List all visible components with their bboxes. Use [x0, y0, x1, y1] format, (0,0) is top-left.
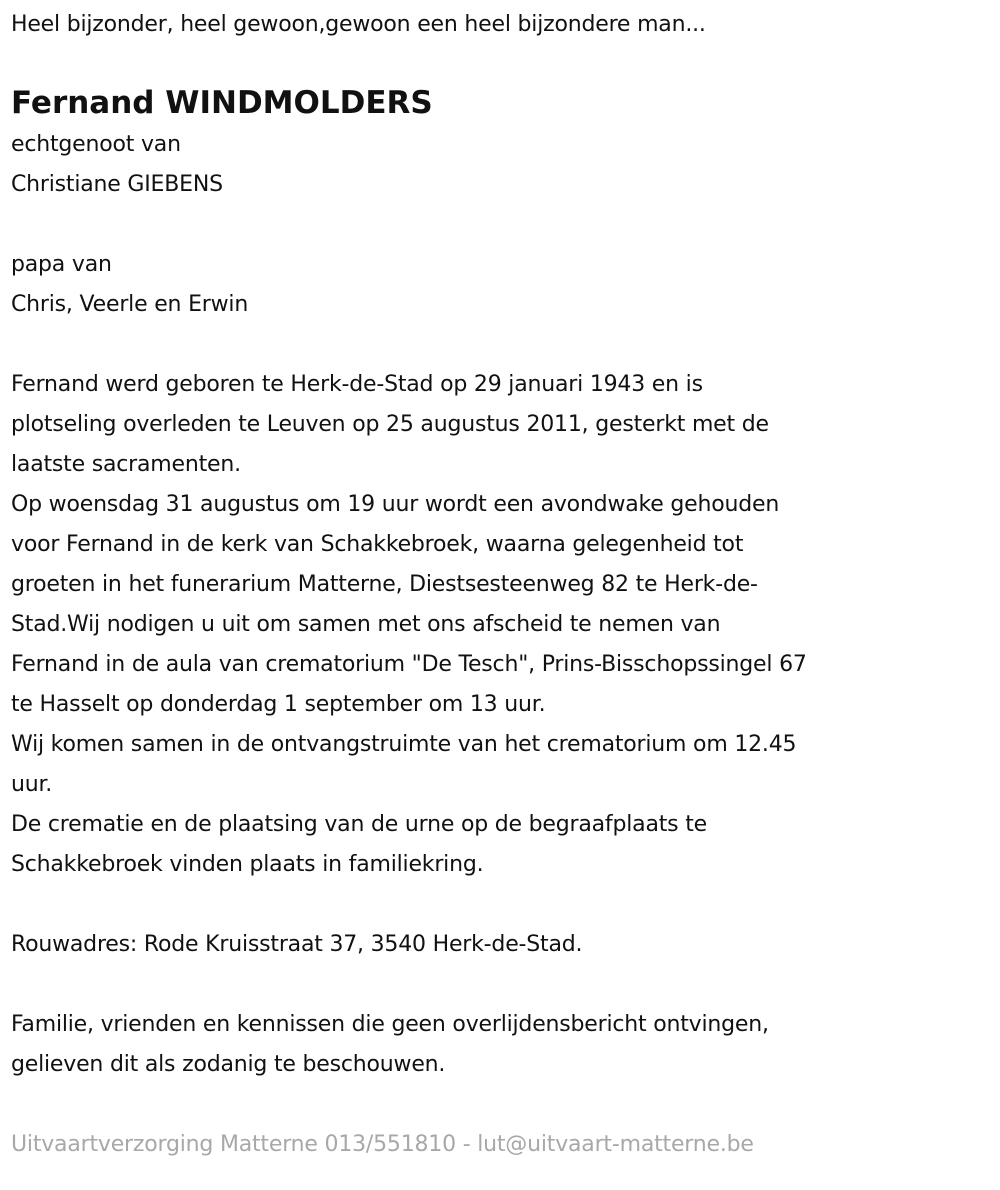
- motto: Heel bijzonder, heel gewoon,gewoon een heel bijzondere man...: [11, 12, 706, 37]
- notice-line: Familie, vrienden en kennissen die geen overlijdensbericht ontvingen,: [11, 1012, 769, 1037]
- children-names: Chris, Veerle en Erwin: [11, 292, 249, 317]
- body-line: voor Fernand in de kerk van Schakkebroek, waarna gelegenheid tot: [11, 532, 744, 557]
- body-line: De crematie en de plaatsing van de urne op de begraafplaats te: [11, 812, 707, 837]
- body-line: Op woensdag 31 augustus om 19 uur wordt een avondwake gehouden: [11, 492, 780, 517]
- funeral-home-footer: Uitvaartverzorging Matterne 013/551810 - lut@uitvaart-matterne.be: [11, 1132, 754, 1157]
- spouse-name: Christiane GIEBENS: [11, 172, 223, 197]
- body-line: Fernand in de aula van crematorium "De Tesch", Prins-Bisschopssingel 67: [11, 652, 807, 677]
- spouse-label: echtgenoot van: [11, 132, 181, 157]
- children-label: papa van: [11, 252, 112, 277]
- body-line: Wij komen samen in de ontvangstruimte van het crematorium om 12.45: [11, 732, 797, 757]
- body-line: groeten in het funerarium Matterne, Diestsesteenweg 82 te Herk-de-: [11, 572, 758, 597]
- body-line: Fernand werd geboren te Herk-de-Stad op 29 januari 1943 en is: [11, 372, 703, 397]
- body-line: plotseling overleden te Leuven op 25 augustus 2011, gesterkt met de: [11, 412, 769, 437]
- body-line: uur.: [11, 772, 53, 797]
- body-line: Schakkebroek vinden plaats in familiekring.: [11, 852, 484, 877]
- mourning-address: Rouwadres: Rode Kruisstraat 37, 3540 Herk-de-Stad.: [11, 932, 583, 957]
- deceased-name: Fernand WINDMOLDERS: [11, 85, 433, 121]
- notice-line: gelieven dit als zodanig te beschouwen.: [11, 1052, 446, 1077]
- body-line: te Hasselt op donderdag 1 september om 13 uur.: [11, 692, 546, 717]
- body-line: laatste sacramenten.: [11, 452, 241, 477]
- body-line: Stad.Wij nodigen u uit om samen met ons afscheid te nemen van: [11, 612, 721, 637]
- announcement-body: [11, 365, 1000, 885]
